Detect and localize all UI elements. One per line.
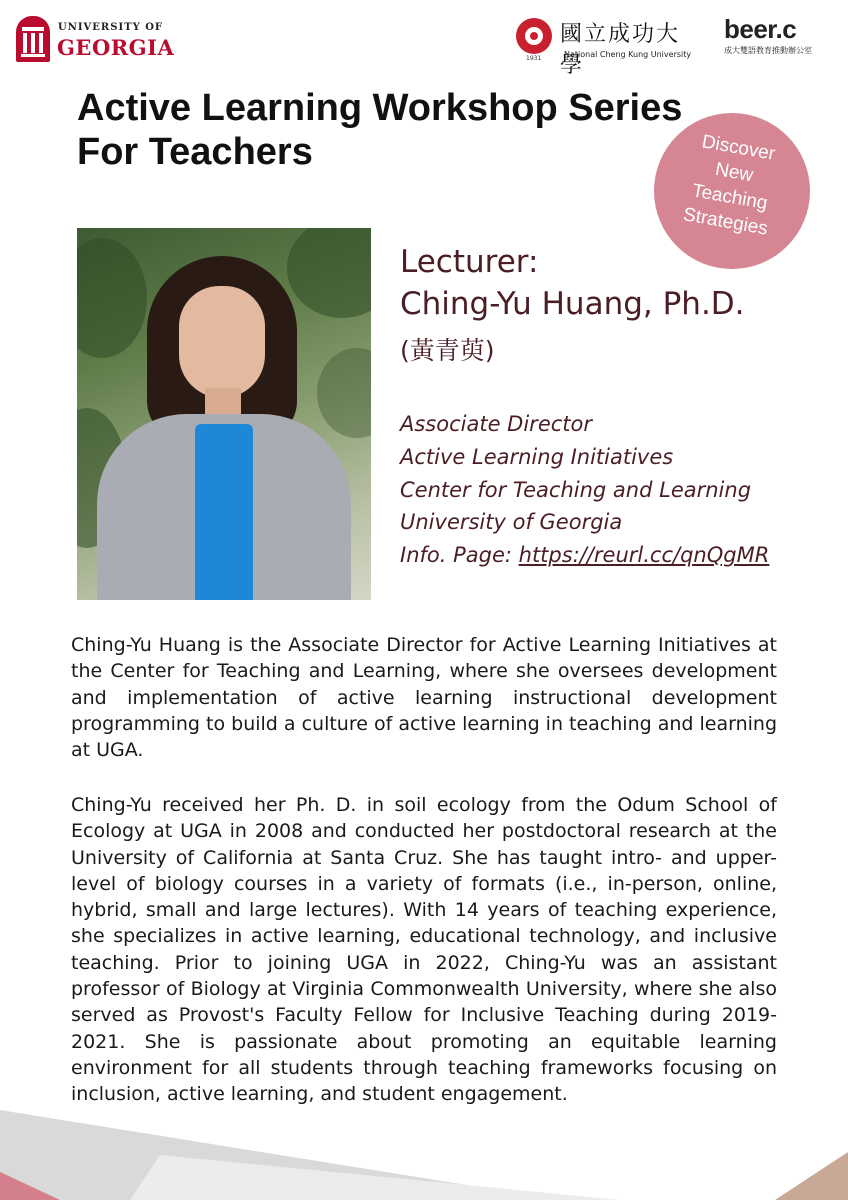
title-line-2: For Teachers: [77, 131, 313, 173]
info-page-label: Info. Page:: [400, 543, 519, 567]
info-page-link[interactable]: https://reurl.cc/qnQgMR: [518, 543, 770, 567]
ncku-logo: [516, 16, 694, 78]
ncku-seal-icon: [516, 18, 552, 54]
uga-logo-line1: UNIVERSITY OF: [58, 22, 164, 33]
beerc-wordmark: beer.c: [724, 14, 797, 44]
bio-paragraph-2: Ching-Yu received her Ph. D. in soil ecology from the Odum School of Ecology at UGA in 2008 and conducted her postdoctoral research at the University of California at Santa Cruz. She has taught intro- and upper-level of biology courses in a variety of formats (i.e., in-person, online, hybrid, small and large lectures). With 14 years of teaching experience, she specializes in active learning, educational technology, and inclusive teaching. Prior to joining UGA in 2022, Ching-Yu was an assistant professor of Biology at Virginia Commonwealth University, where she also served as Provost's Faculty Fellow for Inclusive Teaching during 2019-2021. She is passionate about promoting an equitable learning environment for all students through teaching frameworks focusing on inclusion, active learning, and student engagement.: [71, 794, 777, 1106]
lecturer-role-2: Active Learning Initiatives: [400, 445, 674, 469]
title-line-1: Active Learning Workshop Series: [77, 87, 683, 129]
bio-paragraph-1: Ching-Yu Huang is the Associate Director for Active Learning Initiatives at the Center for Teaching and Learning, where she oversees development and implementation of active learning instructional development programming to build a culture of active learning in teaching and learning at UGA.: [71, 634, 778, 762]
discover-badge: [654, 113, 810, 269]
badge-line-3: Teaching: [690, 180, 770, 215]
info-page-line: [400, 539, 769, 571]
lecturer-role-4: University of Georgia: [400, 510, 623, 534]
footer-shape-light: [130, 1155, 620, 1200]
lecturer-chinese-name: (黃青萸): [400, 336, 495, 365]
beerc-subtitle: 成大雙語教育推動辦公室: [724, 46, 812, 55]
lecturer-photo: [77, 228, 371, 600]
badge-line-2: New: [713, 159, 755, 187]
lecturer-role-3: Center for Teaching and Learning: [400, 478, 752, 502]
uga-logo: [16, 16, 176, 64]
footer-decoration: [0, 1100, 848, 1200]
badge-line-1: Discover: [700, 131, 777, 165]
badge-line-4: Strategies: [681, 204, 770, 240]
footer-shape-tan: [775, 1152, 848, 1200]
beerc-logo: [722, 14, 832, 58]
lecturer-name: Ching-Yu Huang, Ph.D.: [400, 286, 745, 322]
arch-icon: [16, 16, 50, 62]
lecturer-label: Lecturer:: [400, 244, 539, 280]
lecturer-role-1: Associate Director: [400, 412, 592, 436]
ncku-year: 1931: [526, 55, 542, 62]
ncku-chinese-name: 國立成功大學: [560, 22, 681, 78]
uga-logo-line2: GEORGIA: [57, 35, 175, 60]
ncku-english-name: National Cheng Kung University: [564, 50, 692, 59]
